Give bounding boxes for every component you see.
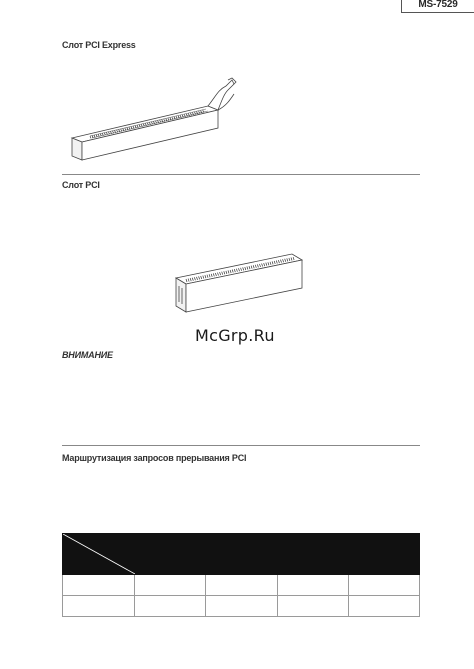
- pcie-slot-title: Слот PCI Express: [62, 40, 136, 50]
- diagonal-divider: [63, 534, 135, 574]
- table-header-cell: [277, 534, 348, 575]
- irq-routing-title: Маршрутизация запросов прерывания PCI: [62, 453, 247, 463]
- table-cell: [277, 596, 348, 617]
- section-divider: [62, 445, 420, 446]
- table-cell: [206, 575, 277, 596]
- warning-title: ВНИМАНИЕ: [62, 350, 113, 360]
- table-cell: [348, 575, 419, 596]
- pcie-slot-illustration: [68, 76, 248, 162]
- table-cell: [348, 596, 419, 617]
- table-cell: [135, 575, 206, 596]
- irq-routing-table: [62, 533, 420, 617]
- watermark: McGrp.Ru: [195, 326, 275, 345]
- table-cell: [206, 596, 277, 617]
- table-corner-cell: [63, 534, 135, 575]
- pci-slot-title: Слот PCI: [62, 180, 100, 190]
- table-header-cell: [348, 534, 419, 575]
- table-row: [63, 575, 420, 596]
- table-cell: [63, 575, 135, 596]
- table-cell: [135, 596, 206, 617]
- section-divider: [62, 174, 420, 175]
- table-row: [63, 596, 420, 617]
- model-tag: MS-7529: [401, 0, 474, 13]
- pci-slot-illustration: [170, 248, 310, 316]
- table-header-row: [63, 534, 420, 575]
- table-cell: [63, 596, 135, 617]
- table-cell: [277, 575, 348, 596]
- table-header-cell: [206, 534, 277, 575]
- table-header-cell: [135, 534, 206, 575]
